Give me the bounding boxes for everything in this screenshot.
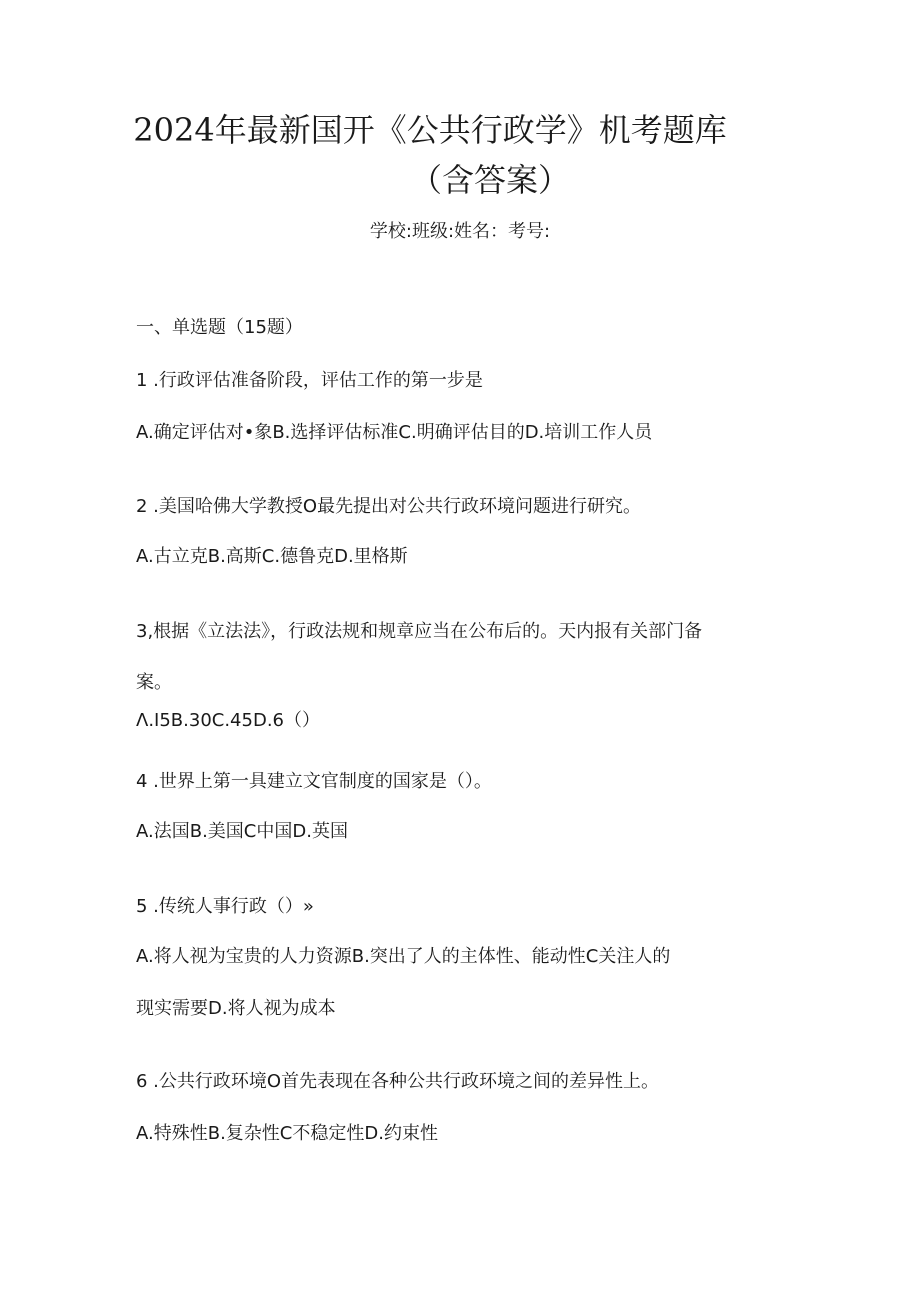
- question-5-text: 5 .传统人事行政（）»: [136, 896, 314, 917]
- document-subtitle: （含答案）: [409, 161, 570, 199]
- question-4-text: 4 .世界上第一具建立文官制度的国家是（）。: [136, 771, 492, 792]
- question-3-text-continued: 案。: [136, 672, 172, 693]
- document-title: 2024年最新国开《公共行政学》机考题库: [133, 111, 727, 149]
- question-3-options: Λ.I5B.30C.45D.6（）: [136, 710, 320, 731]
- question-6-text: 6 .公共行政环境O首先表现在各种公共行政环境之间的差异性上。: [136, 1071, 660, 1092]
- section-heading: 一、单选题（15题）: [136, 317, 303, 338]
- question-1-text: 1 .行政评估准备阶段，评估工作的第一步是: [136, 370, 483, 391]
- student-info-line: 学校:班级:姓名：考号:: [369, 221, 551, 242]
- question-4-options: A.法国B.美国C中国D.英国: [136, 821, 348, 842]
- question-2-options: A.古立克B.高斯C.德鲁克D.里格斯: [136, 546, 408, 567]
- question-3-text: 3,根据《立法法》，行政法规和规章应当在公布后的。天内报有关部门备: [136, 621, 703, 642]
- question-1-options: A.确定评估对•象B.选择评估标准C.明确评估目的D.培训工作人员: [136, 422, 653, 443]
- question-2-text: 2 .美国哈佛大学教授O最先提出对公共行政环境问题进行研究。: [136, 496, 642, 517]
- question-6-options: A.特殊性B.复杂性C不稳定性D.约束性: [136, 1123, 438, 1144]
- question-5-options: A.将人视为宝贵的人力资源B.突出了人的主体性、能动性C关注人的: [136, 946, 671, 967]
- question-5-options-continued: 现实需要D.将人视为成本: [136, 998, 336, 1019]
